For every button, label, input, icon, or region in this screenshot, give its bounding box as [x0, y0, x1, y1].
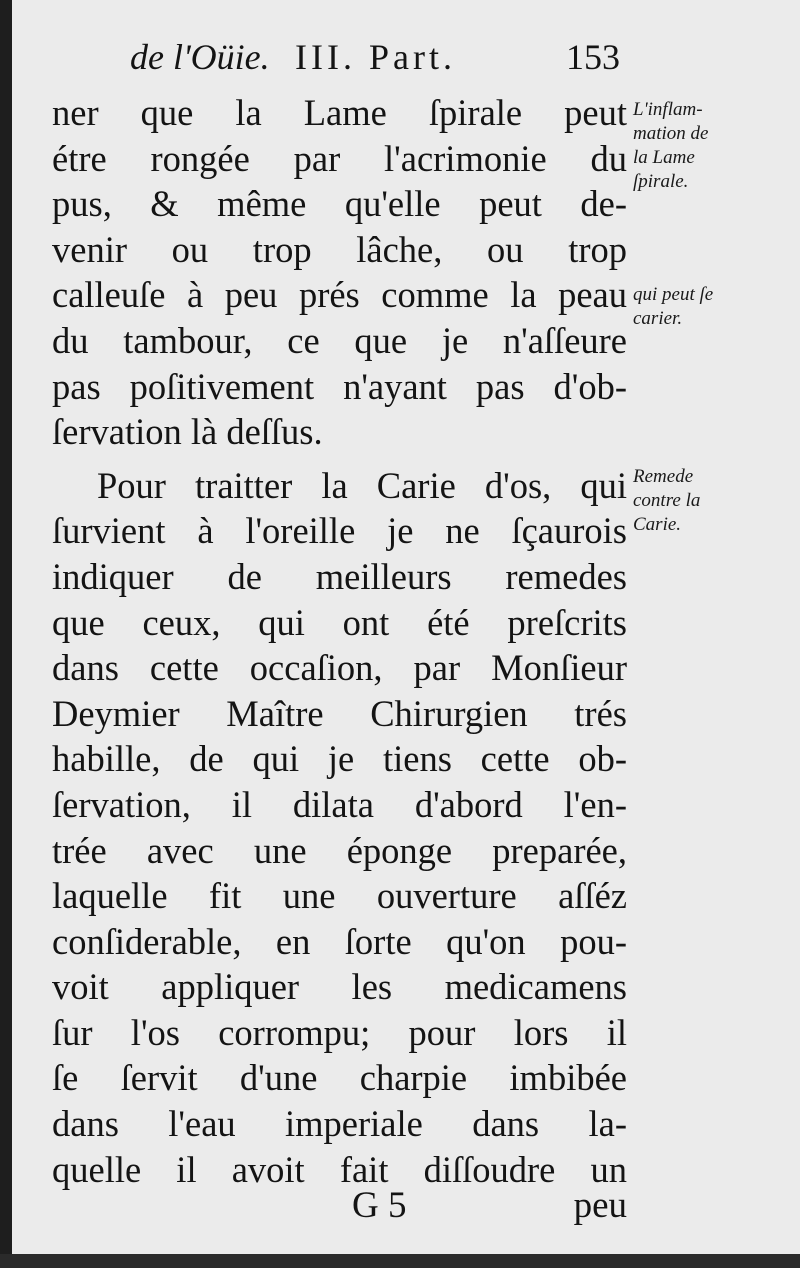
text-line: ner que la Lame ſpirale peut [52, 92, 627, 133]
margin-note-line: la Lame [633, 147, 695, 168]
text-line: laquelle fit une ouverture aſſéz [52, 875, 627, 917]
text-line: pus, & même qu'elle peut de- [52, 183, 627, 225]
text-line: ſe ſervit d'une charpie imbibée [52, 1057, 627, 1099]
margin-note-inflammation [633, 98, 793, 194]
margin-note-caries [633, 283, 793, 331]
page-bottom-edge [0, 1254, 800, 1268]
paragraph-first-line: Pour traitter la Carie d'os, qui [97, 464, 627, 506]
text-line: indiquer de meilleurs remedes [52, 555, 627, 597]
catchword: peu [573, 1185, 627, 1226]
margin-note-line: Remede [633, 466, 694, 487]
text-line: ſur l'os corrompu; pour lors il [52, 1011, 627, 1053]
margin-note-line: carier. [633, 308, 683, 329]
body-text [52, 90, 627, 1192]
running-header [130, 36, 640, 86]
text-line: dans cette occaſion, par Monſieur [52, 647, 627, 689]
margin-note-line: mation de [633, 123, 709, 144]
text-line: conſiderable, en ſorte qu'on pou- [52, 920, 627, 962]
text-line: habille, de qui je tiens cette ob- [52, 738, 627, 780]
text-line: quelle il avoit fait diſſoudre un [52, 1148, 627, 1190]
text-line: trée avec une éponge preparée, [52, 829, 627, 871]
signature-mark: G 5 [352, 1185, 407, 1226]
text-line: voit appliquer les medicamens [52, 966, 627, 1008]
page-number: 153 [566, 37, 620, 77]
margin-note-line: Carie. [633, 514, 682, 535]
text-line: Deymier Maître Chirurgien trés [52, 692, 627, 734]
text-line: pas poſitivement n'ayant pas d'ob- [52, 365, 627, 407]
text-line: du tambour, ce que je n'aſſeure [52, 319, 627, 361]
running-title: de l'Oüie. [130, 37, 270, 77]
text-line: que ceux, qui ont été preſcrits [52, 601, 627, 643]
text-line: venir ou trop lâche, ou trop [52, 228, 627, 270]
margin-note-line: L'inflam- [633, 99, 703, 120]
margin-note-line: qui peut ſe [633, 284, 714, 305]
text-line: ſervation, il dilata d'abord l'en- [52, 783, 627, 825]
page-footer [52, 1184, 627, 1234]
margin-note-line: contre la [633, 490, 701, 511]
page-left-edge [0, 0, 12, 1268]
text-line: étre rongée par l'acrimonie du [52, 137, 627, 179]
text-line: ſurvient à l'oreille je ne ſçaurois [52, 510, 627, 552]
margin-note-remedy [633, 465, 793, 537]
margin-note-line: ſpirale. [633, 171, 689, 192]
part-label: III. Part. [295, 37, 456, 77]
text-line: calleuſe à peu prés comme la peau [52, 274, 627, 316]
text-line: ſervation là deſſus. [52, 411, 323, 453]
text-line: dans l'eau imperiale dans la- [52, 1103, 627, 1145]
